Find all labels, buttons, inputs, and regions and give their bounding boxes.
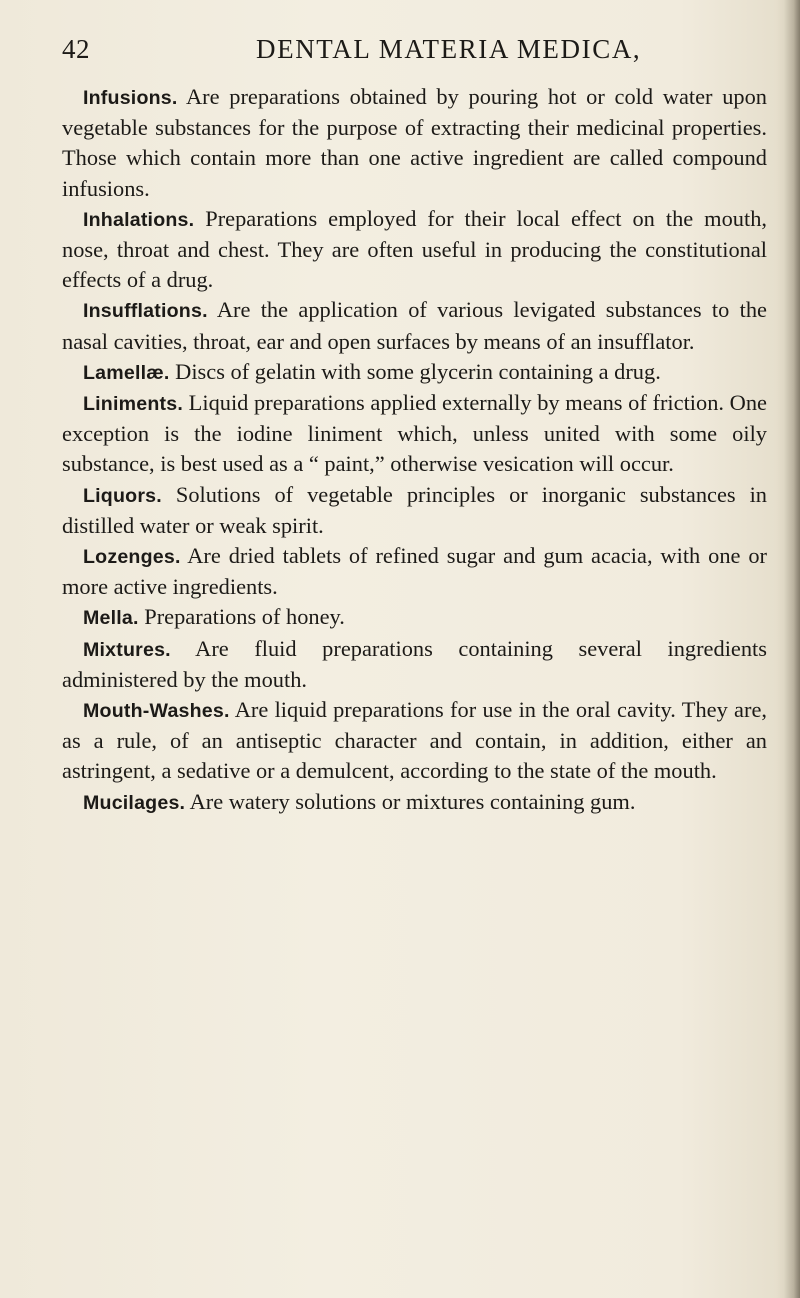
entry-text: Are liquid preparations for use in the oral cavity. They are, as a rule, of an antiseptic character and contain, in addition, either an astringent, a sedative or a demulcent, according to the state of the mouth. [62,697,767,784]
entry-text: Are watery solutions or mixtures containing gum. [189,788,636,814]
entry-text: Are preparations obtained by pouring hot or cold water upon vegetable substances for the purpose of extracting their medicinal properties. Those which contain more than one active ingredient are called compound infusions. [62,84,767,201]
entry-text: Are dried tablets of refined sugar and gum acacia, with one or more active ingredients. [62,543,767,600]
entry-text: Preparations employed for their local effect on the mouth, nose, throat and chest. They are often useful in producing the constitutional effects of a drug. [62,205,767,293]
running-title: DENTAL MATERIA MEDICA, [256,34,642,64]
entry-term: Mixtures. [83,638,171,661]
glossary-entry-infusions [62,82,767,204]
glossary-entry-mucilages [62,787,767,818]
glossary-entry-mella [62,602,767,633]
entry-term: Mouth-Washes. [83,700,230,723]
entry-term: Insufflations. [83,300,208,323]
entry-text: Are fluid preparations containing several ingredients administered by the mouth. [62,635,767,692]
glossary-entry-liquors [62,480,767,541]
entry-text: Liquid preparations applied externally by means of friction. One exception is the iodine liniment which, unless united with some oily substance, is best used as a “ paint,” otherwise vesication will occur. [62,390,767,477]
entry-text: Preparations of honey. [144,604,345,630]
entry-term: Mucilages. [83,791,186,814]
page-edge-shadow [784,0,800,1298]
glossary-content [62,82,767,818]
entry-term: Liniments. [83,393,183,416]
page-header [62,34,762,74]
page-number: 42 [62,34,90,64]
entry-term: Liquors. [83,484,162,507]
entry-text: Solutions of vegetable principles or inorganic substances in distilled water or weak spirit. [62,481,767,538]
entry-term: Inhalations. [83,208,195,231]
glossary-entry-liniments [62,388,767,480]
glossary-entry-lamellae [62,357,767,388]
entry-text: Discs of gelatin with some glycerin containing a drug. [175,358,661,384]
glossary-entry-mouth-washes [62,695,767,787]
glossary-entry-inhalations [62,204,767,296]
glossary-entry-lozenges [62,541,767,602]
entry-term: Mella. [83,607,139,630]
glossary-entry-insufflations [62,295,767,356]
glossary-entry-mixtures [62,634,767,695]
entry-text: Are the application of various levigated substances to the nasal cavities, throat, ear and open surfaces by means of an insufflator. [62,297,767,354]
entry-term: Lozenges. [83,546,181,569]
entry-term: Infusions. [83,87,178,109]
entry-term: Lamellæ. [83,361,170,384]
